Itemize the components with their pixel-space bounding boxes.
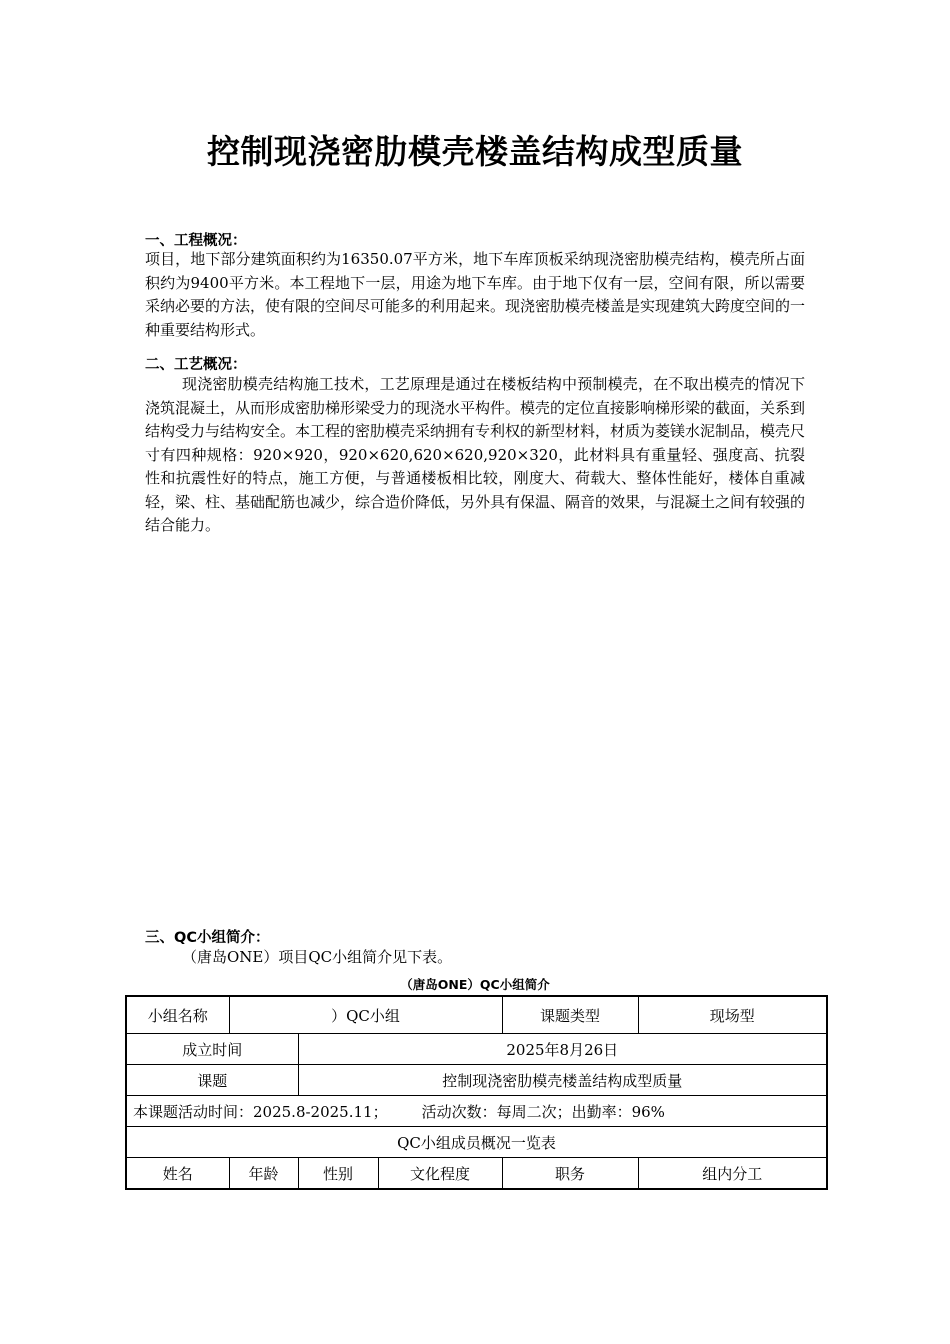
header-education: 文化程度 (378, 1158, 502, 1190)
overview-paragraph: 项目，地下部分建筑面积约为16350.07平方米，地下车库顶板采纳现浇密肋模壳结构，模壳所占面积约为9400平方米。本工程地下一层，用途为地下车库。由于地下仅有一层，空间有限，所以需要采纳必要的方法，使有限的空间尽可能多的利用起来。现浇密肋模壳楼盖是实现建筑大跨度空间的一种重要结构形式。 (145, 250, 806, 339)
table-row (126, 1065, 827, 1096)
section-heading-qc-group: 三、QC小组简介： (145, 930, 270, 946)
header-name: 姓名 (126, 1158, 229, 1190)
header-gender: 性别 (298, 1158, 378, 1190)
process-paragraph: 现浇密肋模壳结构施工技术，工艺原理是通过在楼板结构中预制模壳，在不取出模壳的情况下浇筑混凝土，从而形成密肋梯形梁受力的现浇水平构件。模壳的定位直接影响梯形梁的截面，关系到结构受力与结构安全。本工程的密肋模壳采纳拥有专利权的新型材料，材质为菱镁水泥制品，模壳尺寸有四种规格：920×920，920×620,620×620,920×320，此材料具有重量轻、强度高、抗裂性和抗震性好的特点，施工方便，与普通楼板相比较，刚度大、荷载大、整体性能好，楼体自重减轻，梁、柱、基础配筋也减少，综合造价降低，另外具有保温、隔音的效果，与混凝土之间有较强的结合能力。 (145, 375, 806, 534)
topic-label: 课题 (126, 1065, 298, 1096)
header-age: 年龄 (229, 1158, 298, 1190)
header-role: 组内分工 (638, 1158, 827, 1190)
activity-time: 本课题活动时间：2025.8-2025.11； (133, 1102, 388, 1121)
founded-value: 2025年8月26日 (298, 1034, 827, 1065)
members-table-title: QC小组成员概况一览表 (126, 1127, 827, 1158)
table-caption: （唐岛ONE）QC小组简介 (400, 977, 550, 992)
qc-intro-text: （唐岛ONE）项目QC小组简介见下表。 (182, 948, 453, 966)
group-name-label: 小组名称 (126, 996, 229, 1034)
topic-type-value: 现场型 (638, 996, 827, 1034)
table-row (126, 1034, 827, 1065)
table-row (126, 1127, 827, 1158)
activity-info (126, 1096, 827, 1127)
page-title: 控制现浇密肋模壳楼盖结构成型质量 (207, 132, 743, 171)
founded-label: 成立时间 (126, 1034, 298, 1065)
activity-count: 活动次数：每周二次；出勤率：96% (421, 1102, 665, 1121)
qc-group-table (125, 995, 828, 1190)
table-row (126, 1096, 827, 1127)
topic-value: 控制现浇密肋模壳楼盖结构成型质量 (298, 1065, 827, 1096)
section-heading-process: 二、工艺概况： (145, 357, 247, 373)
table-row (126, 1158, 827, 1190)
topic-type-label: 课题类型 (502, 996, 638, 1034)
table-row (126, 996, 827, 1034)
group-name-value: ）QC小组 (229, 996, 502, 1034)
header-position: 职务 (502, 1158, 638, 1190)
section-heading-overview: 一、工程概况： (145, 233, 247, 249)
